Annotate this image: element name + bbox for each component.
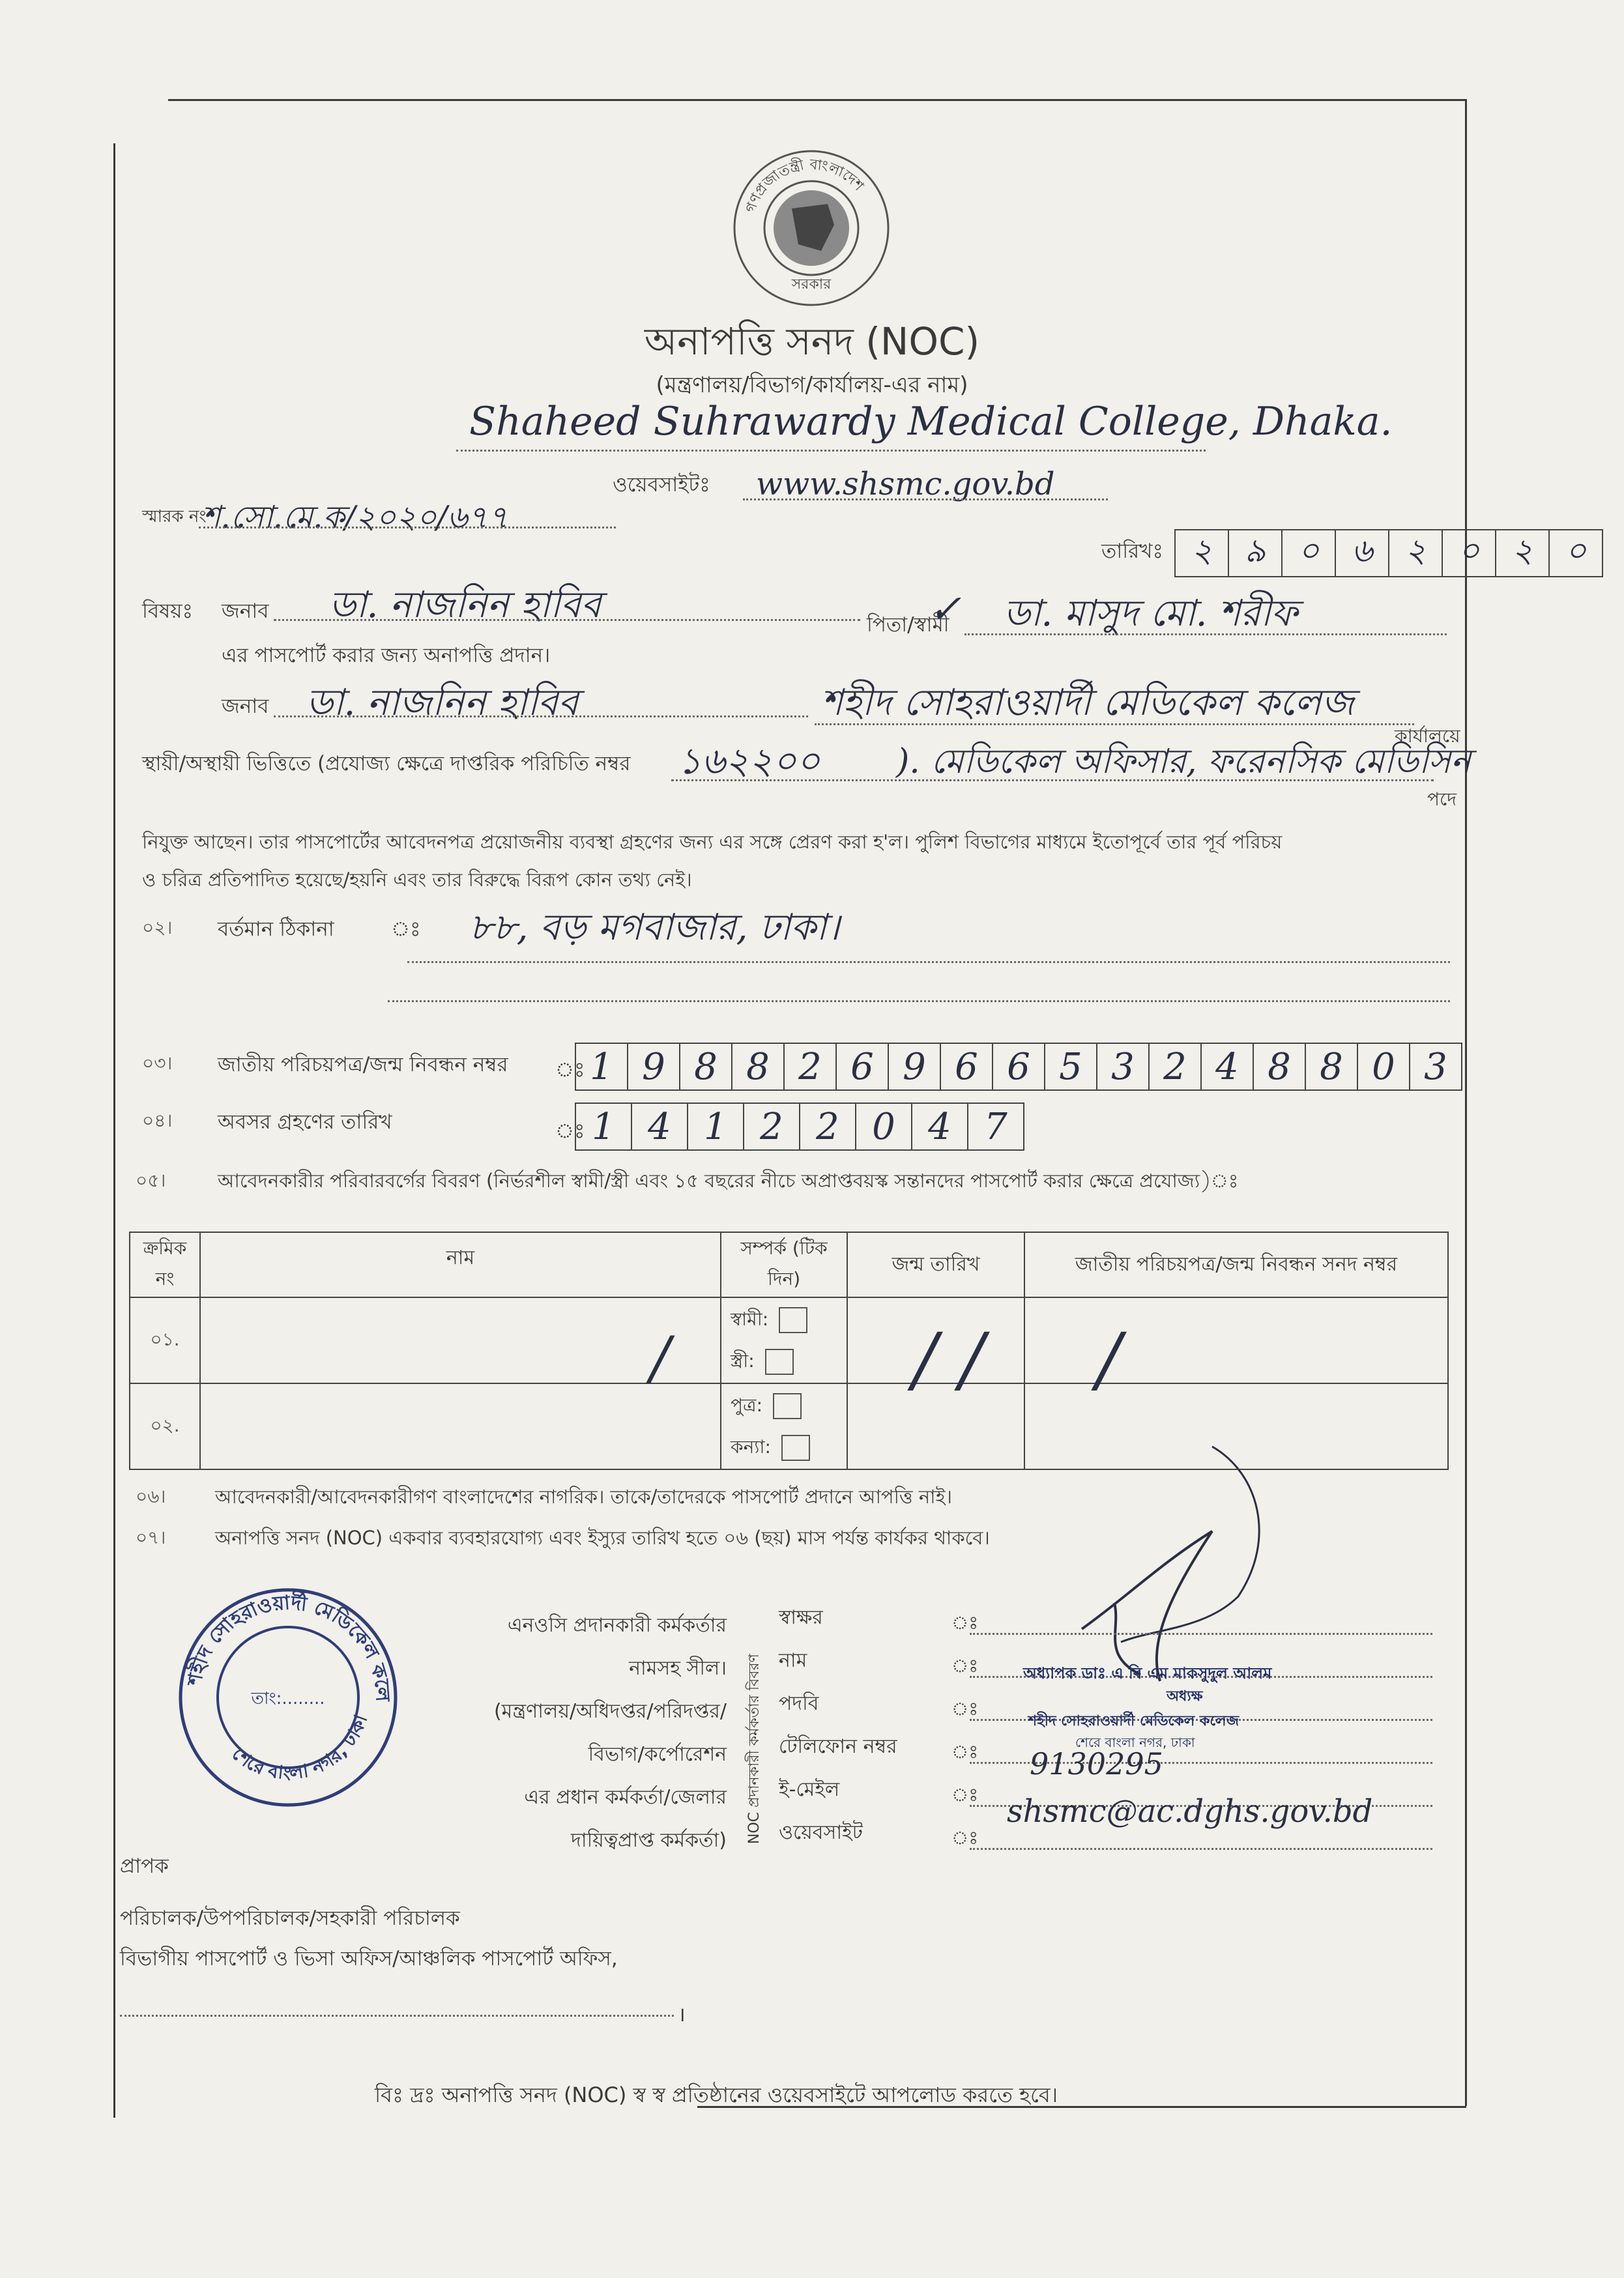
stamp-org: শহীদ সোহরাওয়ার্দী মেডিকেল কলেজ (1028, 1713, 1240, 1729)
body-office-dots (815, 723, 1414, 725)
date-digit-box: ০ (1281, 529, 1336, 577)
th-name: নাম (200, 1232, 721, 1297)
date-digit-box: ২ (1174, 529, 1229, 577)
signatory-fields (779, 1596, 897, 1854)
father-name: ডা. মাসুদ মো. শরীফ (1004, 592, 1298, 635)
nid-digit-box: 6 (940, 1043, 993, 1091)
nid-digit-box: 0 (1357, 1043, 1410, 1091)
recipient-label: প্রাপক (120, 1854, 169, 1878)
signatory-side-text: NOC প্রদানকারী কর্মকর্তার বিবরণ (746, 1654, 762, 1844)
retire-digit-box: 0 (855, 1103, 912, 1151)
row1-birthdate: / / (847, 1297, 1024, 1383)
father-label: পিতা/স্বামী (867, 613, 950, 637)
item3-colon: ঃ (555, 1058, 585, 1082)
signatory-line: বিভাগ/কর্পোরেশন (588, 1743, 727, 1766)
item7-number: ০৭। (136, 1527, 166, 1548)
website-label: ওয়েবসাইটঃ (613, 473, 710, 497)
address-dots-1 (407, 961, 1450, 963)
item5-label: আবেদনকারীর পরিবারবর্গের বিবরণ (নির্ভরশীল স্বামী/স্ত্রী এবং ১৫ বছরের নীচে অপ্রাপ্তবয়স্ক সন্তানদের পাসপোর্ট করার ক্ষেত্রে প্রযোজ্য)ঃ (218, 1170, 1239, 1192)
rel-son-checkbox[interactable] (773, 1393, 802, 1419)
row2-name (200, 1383, 721, 1469)
nid-digit-box: 3 (1096, 1043, 1150, 1091)
retire-digit-box: 4 (631, 1103, 688, 1151)
field-colons: ঃ ঃ ঃ ঃ ঃ ঃ (951, 1612, 979, 1849)
footnote: বিঃ দ্রঃ অনাপত্তি সনদ (NOC) স্ব স্ব প্রতিষ্ঠানের ওয়েবসাইটে আপলোড করতে হবে। (375, 2083, 1058, 2107)
phone-value: 9130295 (1030, 1746, 1163, 1781)
rel-son-label: পুত্র: (731, 1394, 763, 1416)
memo-label: স্মারক নং (142, 507, 207, 526)
id-prefix: স্থায়ী/অস্থায়ী ভিত্তিতে (প্রযোজ্য ক্ষেত্রে দাপ্তরিক পরিচিতি নম্বর (142, 752, 631, 775)
applicant-name: ডা. নাজনিন হাবিব (329, 584, 602, 626)
nid-boxes (576, 1043, 1462, 1091)
row2-relation (721, 1383, 847, 1469)
seal-center-text: তাং:........ (251, 1689, 325, 1708)
body-para2: ও চরিত্র প্রতিপাদিত হয়েছে/হয়নি এবং তার বিরুদ্ধে বিরূপ কোন তথ্য নেই। (142, 869, 692, 891)
signatory-line: এর প্রধান কর্মকর্তা/জেলার (524, 1786, 727, 1809)
subject-janab: জনাব (222, 599, 269, 623)
stamp-name: অধ্যাপক ডাঃ এ বি এম মাকসুদুল আলম (1023, 1664, 1272, 1682)
nid-digit-box: 5 (1044, 1043, 1097, 1091)
table-row (130, 1297, 1448, 1383)
rel-wife-label: স্ত্রী: (731, 1350, 755, 1372)
page-title: অনাপত্তি সনদ (NOC) (644, 319, 980, 364)
post-dots (671, 779, 1434, 781)
nid-digit-box: 1 (575, 1043, 628, 1091)
rel-daughter-checkbox[interactable] (781, 1435, 810, 1461)
item3-number: ০৩। (142, 1052, 173, 1074)
field-dots-6 (970, 1848, 1432, 1850)
retire-digit-box: 7 (967, 1103, 1024, 1151)
row2-serial: ০২. (130, 1383, 200, 1469)
item3-label: জাতীয় পরিচয়পত্র/জন্ম নিবন্ধন নম্বর (218, 1053, 508, 1076)
applicant-name-dots (274, 619, 860, 621)
nid-digit-box: 3 (1409, 1043, 1462, 1091)
date-digit-box: ২ (1388, 529, 1443, 577)
nid-digit-box: 6 (992, 1043, 1045, 1091)
item4-number: ০৪। (142, 1110, 173, 1131)
th-nid: জাতীয় পরিচয়পত্র/জন্ম নিবন্ধন সনদ নম্বর (1024, 1232, 1448, 1297)
recipient-line1: পরিচালক/উপপরিচালক/সহকারী পরিচালক (120, 1907, 460, 1930)
retire-digit-box: 4 (911, 1103, 968, 1151)
date-digit-box: ০ (1442, 529, 1496, 577)
field-signature-label: স্বাক্ষর (779, 1606, 823, 1629)
memo-dots (199, 526, 616, 528)
website-dots (743, 498, 1108, 500)
rel-husband-label: স্বামী: (731, 1308, 769, 1330)
rel-husband-checkbox[interactable] (779, 1307, 807, 1333)
frame-left (113, 143, 115, 2118)
item4-colon: ঃ (555, 1119, 585, 1143)
row1-name: / (200, 1297, 721, 1383)
address-value: ৮৮, বড় মগবাজার, ঢাকা। (469, 906, 840, 949)
nid-digit-box: 8 (1305, 1043, 1358, 1091)
field-phone-label: টেলিফোন নম্বর (779, 1735, 897, 1758)
recipient-line2: বিভাগীয় পাসপোর্ট ও ভিসা অফিস/আঞ্চলিক পাসপোর্ট অফিস, (120, 1947, 618, 1970)
body-name-dots (274, 715, 808, 717)
retire-digit-box: 2 (799, 1103, 856, 1151)
field-name-label: নাম (779, 1649, 807, 1672)
body-office: শহীদ সোহরাওয়ার্দী মেডিকেল কলেজ (821, 682, 1354, 724)
office-name: Shaheed Suhrawardy Medical College, Dhaka. (469, 399, 1393, 444)
recipient-dots (120, 2015, 674, 2017)
nid-digit-box: 4 (1200, 1043, 1254, 1091)
th-birthdate: জন্ম তারিখ (847, 1232, 1024, 1297)
th-serial: ক্রমিক নং (130, 1232, 200, 1297)
th-relation: সম্পর্ক (টিক দিন) (721, 1232, 847, 1297)
item2-colon: ঃ (391, 917, 421, 941)
subject-line2: এর পাসপোর্ট করার জন্য অনাপত্তি প্রদান। (222, 644, 551, 667)
website-value: www.shsmc.gov.bd (756, 466, 1055, 502)
stamp-address: শেরে বাংলা নগর, ঢাকা (1075, 1735, 1195, 1750)
father-name-dots (964, 633, 1447, 635)
retire-digit-box: 2 (743, 1103, 800, 1151)
rel-wife-checkbox[interactable] (765, 1349, 794, 1375)
round-seal (171, 1580, 405, 1815)
item6-number: ০৬। (136, 1486, 166, 1507)
item2-number: ০২। (142, 917, 173, 938)
nid-digit-box: 2 (783, 1043, 837, 1091)
row1-nid: / (1024, 1297, 1448, 1383)
post-suffix: পদে (1427, 788, 1457, 810)
signatory-line: নামসহ সীল। (629, 1657, 727, 1680)
row1-serial: ০১. (130, 1297, 200, 1383)
page-subtitle: (মন্ত্রণালয়/বিভাগ/কার্যালয়-এর নাম) (656, 372, 968, 398)
id-value: ১৬২২০০ (678, 740, 820, 783)
date-digit-box: ৬ (1335, 529, 1389, 577)
item6-label: আবেদনকারী/আবেদনকারীগণ বাংলাদেশের নাগরিক। তাকে/তাদেরকে পাসপোর্ট প্রদানে আপত্তি নাই। (215, 1486, 953, 1508)
body-janab: জনাব (222, 695, 269, 718)
signatory-line: (মন্ত্রণালয়/অধিদপ্তর/পরিদপ্তর/ (493, 1700, 727, 1723)
signatory-line: দায়িত্বপ্রাপ্ত কর্মকর্তা) (571, 1829, 727, 1852)
nid-digit-box: 9 (627, 1043, 680, 1091)
nid-digit-box: 8 (679, 1043, 732, 1091)
item7-label: অনাপত্তি সনদ (NOC) একবার ব্যবহারযোগ্য এবং ইস্যুর তারিখ হতে ০৬ (ছয়) মাস পর্যন্ত কার্যকর থাকবে। (215, 1527, 990, 1549)
svg-text:গণপ্রজাতন্ত্রী বাংলাদেশ: গণপ্রজাতন্ত্রী বাংলাদেশ (742, 156, 867, 215)
tick-mark: ✓ (929, 586, 962, 632)
retire-boxes (576, 1103, 1024, 1151)
svg-text:শেরে বাংলা নগর, ঢাকা: শেরে বাংলা নগর, ঢাকা (227, 1711, 372, 1785)
field-designation-label: পদবি (779, 1692, 819, 1715)
nid-digit-box: 6 (835, 1043, 889, 1091)
field-email-label: ই-মেইল (779, 1778, 840, 1801)
svg-text:শহীদ সোহরাওয়ার্দী মেডিকেল কলে: শহীদ সোহরাওয়ার্দী মেডিকেল কলে (183, 1591, 394, 1703)
field-dots-1 (970, 1633, 1432, 1635)
rel-daughter-label: কন্যা: (731, 1436, 771, 1458)
government-emblem (730, 147, 893, 310)
date-boxes (1176, 529, 1603, 577)
signatory-line: এনওসি প্রদানকারী কর্মকর্তার (507, 1614, 727, 1637)
subject-label: বিষয়ঃ (142, 599, 194, 623)
email-value: shsmc@ac.dghs.gov.bd (1007, 1793, 1373, 1830)
address-dots-2 (388, 1000, 1450, 1002)
date-digit-box: ৯ (1228, 529, 1283, 577)
signatory-left (450, 1604, 727, 1862)
memo-value: শ.সো.মে.ক/২০২০/৬৭৭ (202, 499, 508, 536)
nid-digit-box: 8 (731, 1043, 785, 1091)
item5-number: ০৫। (136, 1170, 166, 1191)
date-digit-box: ২ (1495, 529, 1550, 577)
retire-digit-box: 1 (575, 1103, 632, 1151)
emblem-bottom-text: সরকার (791, 276, 832, 293)
stamp-title: অধ্যক্ষ (1167, 1688, 1203, 1705)
office-suffix: কার্যালয়ে (1395, 725, 1460, 747)
body-name: ডা. নাজনিন হাবিব (306, 682, 579, 724)
nid-digit-box: 8 (1253, 1043, 1306, 1091)
frame-top (168, 99, 1465, 101)
date-digit-box: ০ (1548, 529, 1603, 577)
item2-label: বর্তমান ঠিকানা (218, 917, 334, 941)
item4-label: অবসর গ্রহণের তারিখ (218, 1110, 392, 1134)
nid-digit-box: 2 (1148, 1043, 1202, 1091)
office-name-dots (456, 450, 1206, 452)
date-label: তারিখঃ (1101, 540, 1164, 563)
field-website-label: ওয়েবসাইট (779, 1821, 863, 1844)
retire-digit-box: 1 (687, 1103, 744, 1151)
body-para1: নিযুক্ত আছেন। তার পাসপোর্টের আবেদনপত্র প্রয়োজনীয় ব্যবস্থা গ্রহণের জন্য এর সঙ্গে প্রেরণ করা হ'ল। পুলিশ বিভাগের মাধ্যমে ইতোপূর্বে তার পূর্ব পরিচয় (142, 831, 1283, 853)
post-value: ). মেডিকেল অফিসার, ফরেনসিক মেডিসিন (896, 742, 1472, 781)
nid-digit-box: 9 (888, 1043, 941, 1091)
recipient-dots-end: । (678, 2003, 686, 2026)
row1-relation (721, 1297, 847, 1383)
